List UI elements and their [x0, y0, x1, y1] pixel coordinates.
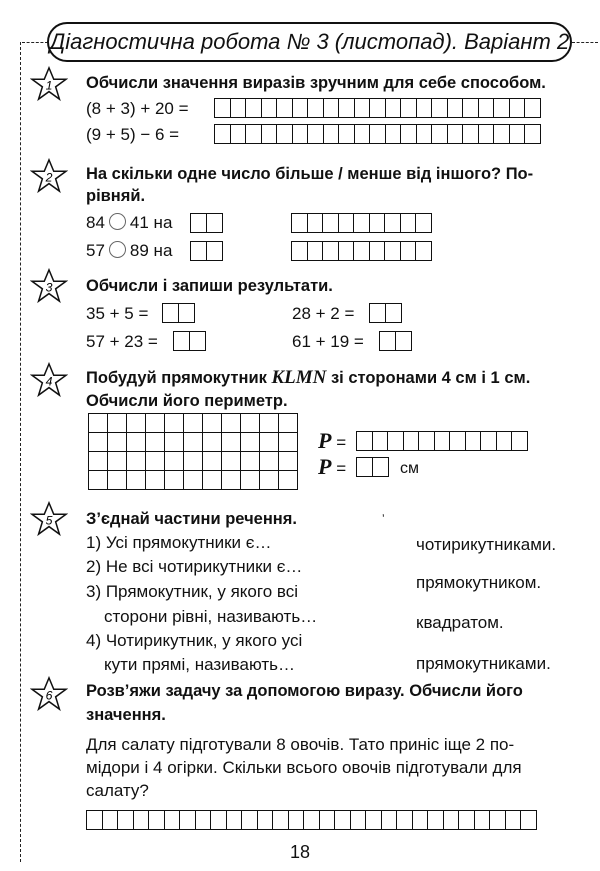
answer-cell[interactable]: [226, 810, 243, 830]
task-3-item-3: 57 + 23 =: [86, 332, 158, 351]
svg-text:3: 3: [45, 280, 53, 295]
answer-cell[interactable]: [395, 331, 412, 351]
grid-square: [260, 433, 279, 452]
grid-square: [222, 471, 241, 490]
grid-square: [146, 471, 165, 490]
answer-cell[interactable]: [307, 213, 324, 233]
compare-circle[interactable]: [109, 213, 126, 230]
stray-mark: ʼ: [382, 512, 385, 526]
rectangle-name: KLMN: [271, 367, 327, 388]
answer-cell[interactable]: [86, 810, 103, 830]
answer-cell[interactable]: [354, 98, 371, 118]
grid-square: [241, 471, 260, 490]
answer-cell[interactable]: [230, 124, 247, 144]
answer-cell[interactable]: [173, 331, 190, 351]
task-4-title-part-b: зі сторонами 4 см і 1 см.: [326, 369, 531, 387]
grid-square: [89, 414, 108, 433]
grid-square: [127, 433, 146, 452]
answer-cell[interactable]: [338, 98, 355, 118]
answer-cell[interactable]: [434, 431, 451, 451]
sentence-start-4-line-2: кути прямі, називають…: [104, 655, 295, 674]
task-6-title-line-1: Розв’яжи задачу за допомогою виразу. Обчисли його: [86, 682, 523, 700]
task-3-item-4-cells[interactable]: [379, 331, 410, 351]
answer-cell[interactable]: [133, 810, 150, 830]
grid-square: [203, 414, 222, 433]
task-1-answer-cells-2[interactable]: [214, 124, 540, 144]
answer-cell[interactable]: [480, 431, 497, 451]
task-2-row-1-left: 84: [86, 213, 105, 232]
task-2-row-2-left: 57: [86, 241, 105, 260]
answer-cell[interactable]: [381, 810, 398, 830]
task-6-text-line-2: мідори і 4 огірки. Скільки всього овочів підготували для: [86, 758, 522, 777]
task-2-row-2: [86, 240, 172, 262]
answer-cell[interactable]: [418, 431, 435, 451]
answer-cell[interactable]: [369, 303, 386, 323]
task-4-title-part-a: Побудуй прямокутник: [86, 369, 272, 387]
answer-cell[interactable]: [447, 124, 464, 144]
answer-cell[interactable]: [509, 98, 526, 118]
answer-cell[interactable]: [257, 810, 274, 830]
answer-cell[interactable]: [214, 98, 231, 118]
answer-cell[interactable]: [474, 810, 491, 830]
answer-cell[interactable]: [379, 331, 396, 351]
answer-cell[interactable]: [148, 810, 165, 830]
grid-square: [165, 433, 184, 452]
answer-cell[interactable]: [365, 810, 382, 830]
task-2-row-1-work-cells[interactable]: [291, 213, 431, 233]
grid-square: [108, 452, 127, 471]
sentence-start-1: 1) Усі прямокутники є…: [86, 533, 272, 552]
answer-cell[interactable]: [431, 124, 448, 144]
answer-cell[interactable]: [400, 124, 417, 144]
answer-cell[interactable]: [353, 241, 370, 261]
grid-square: [184, 433, 203, 452]
grid-square: [279, 471, 298, 490]
sentence-end-4[interactable]: прямокутниками.: [416, 654, 551, 673]
answer-cell[interactable]: [276, 98, 293, 118]
answer-cell[interactable]: [415, 241, 432, 261]
perimeter-label-1: [318, 430, 346, 454]
task-3-item-1: 35 + 5 =: [86, 304, 149, 323]
answer-cell[interactable]: [189, 331, 206, 351]
answer-cell[interactable]: [415, 213, 432, 233]
grid-square: [279, 414, 298, 433]
grid-square: [127, 414, 146, 433]
drawing-grid[interactable]: [88, 413, 298, 490]
grid-square: [260, 452, 279, 471]
answer-cell[interactable]: [493, 124, 510, 144]
grid-square: [165, 414, 184, 433]
answer-cell[interactable]: [465, 431, 482, 451]
answer-cell[interactable]: [524, 98, 541, 118]
answer-cell[interactable]: [520, 810, 537, 830]
sentence-start-4-line-1: 4) Чотирикутник, у якого усі: [86, 631, 303, 650]
answer-cell[interactable]: [458, 810, 475, 830]
answer-cell[interactable]: [206, 241, 223, 261]
task-1-title: Обчисли значення виразів зручним для себе способом.: [86, 74, 546, 92]
answer-cell[interactable]: [354, 124, 371, 144]
grid-square: [241, 414, 260, 433]
sentence-end-3[interactable]: квадратом.: [416, 613, 504, 632]
answer-cell[interactable]: [385, 98, 402, 118]
answer-cell[interactable]: [478, 124, 495, 144]
task-3-item-1-cells[interactable]: [162, 303, 193, 323]
answer-cell[interactable]: [319, 810, 336, 830]
task-1-star-icon: [30, 66, 68, 102]
grid-square: [260, 471, 279, 490]
grid-square: [279, 452, 298, 471]
answer-cell[interactable]: [372, 431, 389, 451]
header-title: Діагностична робота № 3 (листопад). Варіант 2: [47, 22, 572, 62]
perimeter-eq-1: =: [336, 433, 347, 452]
grid-square: [260, 414, 279, 433]
grid-square: [222, 452, 241, 471]
grid-square: [184, 452, 203, 471]
answer-cell[interactable]: [292, 124, 309, 144]
answer-cell[interactable]: [102, 810, 119, 830]
perimeter-expression-cells[interactable]: [356, 431, 527, 451]
answer-cell[interactable]: [334, 810, 351, 830]
task-1-expression-1: (8 + 3) + 20 =: [86, 99, 189, 118]
answer-cell[interactable]: [162, 303, 179, 323]
answer-cell[interactable]: [372, 457, 389, 477]
answer-cell[interactable]: [505, 810, 522, 830]
answer-cell[interactable]: [356, 431, 373, 451]
answer-cell[interactable]: [396, 810, 413, 830]
answer-cell[interactable]: [462, 124, 479, 144]
answer-cell[interactable]: [511, 431, 528, 451]
answer-cell[interactable]: [322, 213, 339, 233]
answer-cell[interactable]: [307, 124, 324, 144]
svg-text:4: 4: [45, 374, 53, 389]
answer-cell[interactable]: [478, 98, 495, 118]
task-6-text-line-3: салату?: [86, 781, 149, 800]
answer-cell[interactable]: [431, 98, 448, 118]
answer-cell[interactable]: [400, 213, 417, 233]
task-2-row-2-right: 89 на: [129, 241, 173, 260]
answer-cell[interactable]: [496, 431, 513, 451]
task-2-title-line-1: На скільки одне число більше / менше від іншого? По-: [86, 165, 534, 183]
answer-cell[interactable]: [449, 431, 466, 451]
grid-square: [108, 471, 127, 490]
answer-cell[interactable]: [178, 303, 195, 323]
sentence-end-2[interactable]: прямокутником.: [416, 573, 542, 592]
grid-square: [184, 471, 203, 490]
task-1-expression-2: (9 + 5) − 6 =: [86, 125, 180, 144]
answer-cell[interactable]: [356, 457, 373, 477]
answer-cell[interactable]: [288, 810, 305, 830]
task-6-title-line-2: значення.: [86, 706, 166, 724]
task-4-star-icon: [30, 362, 68, 398]
answer-cell[interactable]: [338, 241, 355, 261]
answer-cell[interactable]: [509, 124, 526, 144]
answer-cell[interactable]: [117, 810, 134, 830]
answer-cell[interactable]: [261, 98, 278, 118]
answer-cell[interactable]: [190, 213, 207, 233]
perimeter-p-2: P: [318, 454, 332, 479]
page-number: 18: [289, 842, 311, 862]
task-3-item-2-cells[interactable]: [369, 303, 400, 323]
task-3-item-3-cells[interactable]: [173, 331, 204, 351]
page-left-dashed-border: [20, 42, 25, 862]
answer-cell[interactable]: [323, 98, 340, 118]
grid-square: [203, 433, 222, 452]
header-dash-left: [22, 42, 48, 43]
answer-cell[interactable]: [261, 124, 278, 144]
grid-square: [146, 414, 165, 433]
answer-cell[interactable]: [292, 98, 309, 118]
compare-circle[interactable]: [109, 241, 126, 258]
grid-square: [127, 471, 146, 490]
grid-square: [165, 471, 184, 490]
answer-cell[interactable]: [241, 810, 258, 830]
answer-cell[interactable]: [245, 98, 262, 118]
answer-cell[interactable]: [400, 241, 417, 261]
answer-cell[interactable]: [384, 241, 401, 261]
answer-cell[interactable]: [307, 98, 324, 118]
answer-cell[interactable]: [322, 241, 339, 261]
answer-cell[interactable]: [489, 810, 506, 830]
answer-cell[interactable]: [164, 810, 181, 830]
svg-text:5: 5: [45, 513, 53, 528]
answer-cell[interactable]: [443, 810, 460, 830]
perimeter-p-1: P: [318, 428, 332, 453]
grid-square: [146, 452, 165, 471]
grid-square: [165, 452, 184, 471]
answer-cell[interactable]: [230, 98, 247, 118]
answer-cell[interactable]: [307, 241, 324, 261]
answer-cell[interactable]: [427, 810, 444, 830]
answer-cell[interactable]: [206, 213, 223, 233]
answer-cell[interactable]: [276, 124, 293, 144]
task-6-text-line-1: Для салату підготували 8 овочів. Тато приніс іще 2 по-: [86, 735, 515, 754]
answer-cell[interactable]: [400, 98, 417, 118]
grid-square: [108, 414, 127, 433]
answer-cell[interactable]: [385, 124, 402, 144]
grid-square: [203, 452, 222, 471]
answer-cell[interactable]: [369, 98, 386, 118]
grid-square: [89, 433, 108, 452]
answer-cell[interactable]: [493, 98, 510, 118]
perimeter-eq-2: =: [336, 459, 347, 478]
sentence-end-1[interactable]: чотирикутниками.: [416, 535, 557, 554]
answer-cell[interactable]: [350, 810, 367, 830]
task-3-item-2: 28 + 2 =: [292, 304, 355, 323]
sentence-start-2: 2) Не всі чотирикутники є…: [86, 557, 303, 576]
task-1-answer-cells-1[interactable]: [214, 98, 540, 118]
answer-cell[interactable]: [447, 98, 464, 118]
task-2-row-1-right: 41 на: [129, 213, 173, 232]
sentence-start-3-line-2: сторони рівні, називають…: [104, 607, 318, 626]
answer-cell[interactable]: [291, 213, 308, 233]
answer-cell[interactable]: [385, 303, 402, 323]
answer-cell[interactable]: [353, 213, 370, 233]
grid-square: [279, 433, 298, 452]
grid-square: [241, 433, 260, 452]
grid-square: [146, 433, 165, 452]
task-5-title: З’єднай частини речення.: [86, 510, 297, 528]
answer-cell[interactable]: [323, 124, 340, 144]
grid-square: [222, 433, 241, 452]
task-6-star-icon: [30, 676, 68, 712]
answer-cell[interactable]: [303, 810, 320, 830]
answer-cell[interactable]: [195, 810, 212, 830]
svg-text:2: 2: [45, 170, 53, 185]
answer-cell[interactable]: [524, 124, 541, 144]
perimeter-unit: см: [400, 460, 419, 477]
answer-cell[interactable]: [369, 241, 386, 261]
task-2-star-icon: [30, 158, 68, 194]
answer-cell[interactable]: [338, 213, 355, 233]
answer-cell[interactable]: [190, 241, 207, 261]
answer-cell[interactable]: [272, 810, 289, 830]
sentence-start-3-line-1: 3) Прямокутник, у якого всі: [86, 582, 298, 601]
grid-square: [203, 471, 222, 490]
task-2-row-2-cells[interactable]: [190, 241, 221, 261]
task-5-star-icon: [30, 501, 68, 537]
perimeter-answer-cells[interactable]: [356, 457, 387, 477]
grid-square: [127, 452, 146, 471]
task-2-row-1-cells[interactable]: [190, 213, 221, 233]
task-4-title-line-2: Обчисли його периметр.: [86, 392, 288, 410]
answer-cell[interactable]: [403, 431, 420, 451]
grid-square: [241, 452, 260, 471]
grid-square: [222, 414, 241, 433]
task-4-title-line-1: [86, 367, 530, 389]
answer-cell[interactable]: [416, 124, 433, 144]
answer-cell[interactable]: [210, 810, 227, 830]
task-6-answer-cells[interactable]: [86, 810, 536, 830]
answer-cell[interactable]: [214, 124, 231, 144]
grid-square: [89, 471, 108, 490]
task-2-title-line-2: рівняй.: [86, 187, 146, 205]
grid-square: [89, 452, 108, 471]
task-3-title: Обчисли і запиши результати.: [86, 277, 333, 295]
answer-cell[interactable]: [462, 98, 479, 118]
perimeter-label-2: [318, 456, 346, 480]
answer-cell[interactable]: [245, 124, 262, 144]
answer-cell[interactable]: [384, 213, 401, 233]
grid-square: [184, 414, 203, 433]
task-2-row-1: [86, 212, 172, 234]
svg-text:1: 1: [45, 78, 53, 93]
answer-cell[interactable]: [412, 810, 429, 830]
task-3-item-4: 61 + 19 =: [292, 332, 364, 351]
answer-cell[interactable]: [291, 241, 308, 261]
answer-cell[interactable]: [179, 810, 196, 830]
task-3-star-icon: [30, 268, 68, 304]
answer-cell[interactable]: [387, 431, 404, 451]
answer-cell[interactable]: [369, 213, 386, 233]
svg-text:6: 6: [45, 688, 53, 703]
answer-cell[interactable]: [369, 124, 386, 144]
grid-square: [108, 433, 127, 452]
answer-cell[interactable]: [416, 98, 433, 118]
answer-cell[interactable]: [338, 124, 355, 144]
task-2-row-2-work-cells[interactable]: [291, 241, 431, 261]
header-dash-right: [572, 42, 598, 43]
